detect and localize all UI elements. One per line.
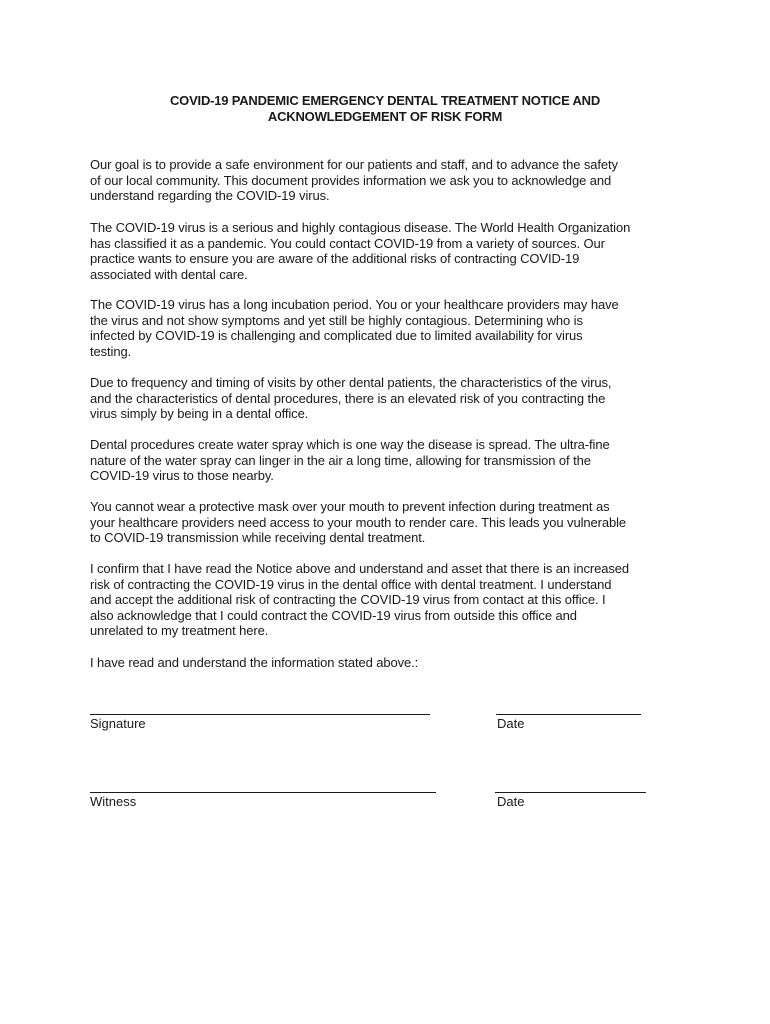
paragraph-line: to COVID-19 transmission while receiving dental treatment. [90,530,426,546]
paragraph-mask [90,499,690,546]
paragraph-line: and accept the additional risk of contracting the COVID-19 virus from contact at this office. I [90,592,606,608]
paragraph-line: nature of the water spray can linger in the air a long time, allowing for transmission of the [90,452,591,468]
witness-date-line[interactable] [495,792,646,793]
form-title [60,93,710,125]
paragraph-line: The COVID-19 virus has a long incubation period. You or your healthcare providers may have [90,297,619,312]
paragraph-water-spray [90,437,690,484]
paragraph-incubation [90,297,690,359]
paragraph-read-understand [90,655,690,671]
paragraph-line: virus simply by being in a dental office. [90,406,309,422]
paragraph-line: of our local community. This document provides information we ask you to acknowledge and [90,172,612,188]
paragraph-line: I have read and understand the information stated above.: [90,655,419,670]
paragraph-line: associated with dental care. [90,266,248,282]
paragraph-line: has classified it as a pandemic. You could contact COVID-19 from a variety of sources. Our [90,235,605,251]
paragraph-line: unrelated to my treatment here. [90,623,269,639]
form-title-line-2: ACKNOWLEDGEMENT OF RISK FORM [267,109,503,124]
witness-date-label: Date [497,794,525,809]
paragraph-line: risk of contracting the COVID-19 virus in the dental office with dental treatment. I understand [90,576,612,592]
form-title-line-1: COVID-19 PANDEMIC EMERGENCY DENTAL TREATMENT NOTICE AND [169,93,601,108]
paragraph-line: Due to frequency and timing of visits by other dental patients, the characteristics of the virus, [90,375,612,390]
paragraph-line: Dental procedures create water spray which is one way the disease is spread. The ultra-fine [90,437,610,452]
witness-label: Witness [90,794,137,809]
paragraph-line: COVID-19 virus to those nearby. [90,468,274,484]
paragraph-line: also acknowledge that I could contract the COVID-19 virus from outside this office and [90,607,577,623]
signature-line[interactable] [90,714,430,715]
paragraph-frequency [90,375,690,422]
witness-line[interactable] [90,792,436,793]
paragraph-line: The COVID-19 virus is a serious and highly contagious disease. The World Health Organization [90,220,631,235]
paragraph-line: the virus and not show symptoms and yet still be highly contagious. Determining who is [90,312,583,328]
paragraph-line: testing. [90,343,132,359]
paragraph-line: understand regarding the COVID-19 virus. [90,188,330,204]
paragraph-line: You cannot wear a protective mask over your mouth to prevent infection during treatment as [90,499,610,514]
paragraph-line: practice wants to ensure you are aware of the additional risks of contracting COVID-19 [90,251,580,267]
paragraph-confirmation [90,561,690,639]
signature-label: Signature [90,716,146,731]
paragraph-line: I confirm that I have read the Notice above and understand and asset that there is an increased [90,561,630,576]
paragraph-goal [90,157,690,204]
paragraph-line: infected by COVID-19 is challenging and complicated due to limited availability for virus [90,328,583,344]
paragraph-disease [90,220,690,282]
signature-date-line[interactable] [496,714,641,715]
paragraph-line: and the characteristics of dental procedures, there is an elevated risk of you contracting the [90,390,606,406]
signature-date-label: Date [497,716,525,731]
paragraph-line: Our goal is to provide a safe environment for our patients and staff, and to advance the safety [90,157,618,172]
paragraph-line: your healthcare providers need access to your mouth to render care. This leads you vulnerable [90,514,627,530]
